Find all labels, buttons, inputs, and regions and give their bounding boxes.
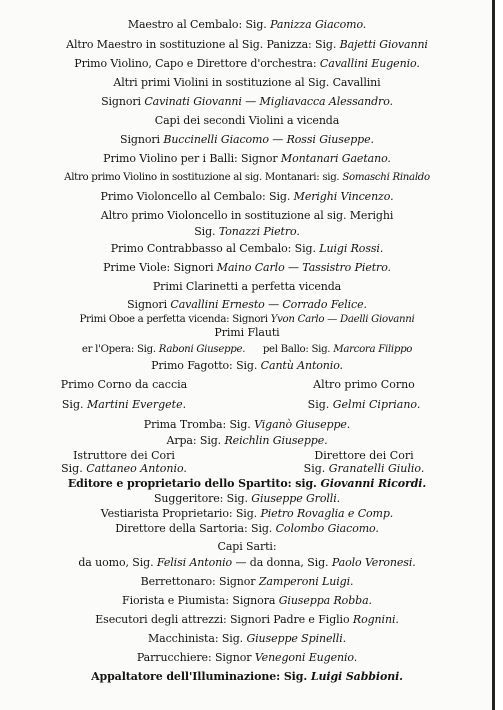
credit-line-signori-clarinetti: Signori Cavallini Ernesto — Corrado Felice. xyxy=(127,298,367,311)
credit-line-suggeritore: Suggeritore: Sig. Giuseppe Grolli. xyxy=(153,492,341,505)
credit-line-tromba: Prima Tromba: Sig. Viganò Giuseppe. xyxy=(143,418,351,431)
credit-line-altri-violini: Altri primi Violini in sostituzione al Sig. Cavallini xyxy=(113,76,381,89)
credit-line-clarinetti: Primi Clarinetti a perfetta vicenda xyxy=(152,280,342,293)
credit-line-altro-violoncello: Altro primo Violoncello in sostituzione al sig. Merighi xyxy=(100,209,394,222)
credit-line-vestiarista: Vestiarista Proprietario: Sig. Pietro Rovaglia e Comp. xyxy=(100,507,394,520)
credit-line-cembalo: Maestro al Cembalo: Sig. Panizza Giacomo. xyxy=(127,18,367,31)
credit-line-violino-balli: Primo Violino per i Balli: Signor Montanari Gaetano. xyxy=(103,152,391,165)
credit-line-primo-violino: Primo Violino, Capo e Direttore d'orchestra: Cavallini Eugenio. xyxy=(74,57,420,70)
credit-line-editore: Editore e proprietario dello Spartito: sig. Giovanni Ricordi. xyxy=(67,477,427,490)
credit-line-tonazzi: Sig. Tonazzi Pietro. xyxy=(194,225,300,238)
credit-line-macchinista: Macchinista: Sig. Giuseppe Spinelli. xyxy=(147,632,347,645)
credit-line-capi-sarti: Capi Sarti: xyxy=(217,540,277,553)
credit-line-fagotto: Primo Fagotto: Sig. Cantù Antonio. xyxy=(151,359,343,372)
credit-line-contrabbasso: Primo Contrabbasso al Cembalo: Sig. Luigi Rossi. xyxy=(110,242,384,255)
credit-line-fiorista: Fiorista e Piumista: Signora Giuseppa Robba. xyxy=(122,594,372,607)
credit-line-signori-secondi: Signori Buccinelli Giacomo — Rossi Giuseppe. xyxy=(120,133,374,146)
credit-line-sartoria: Direttore della Sartoria: Sig. Colombo Giacomo. xyxy=(115,522,379,535)
credit-line-arpa: Arpa: Sig. Reichlin Giuseppe. xyxy=(166,434,328,447)
credit-line-altro-maestro: Altro Maestro in sostituzione al Sig. Panizza: Sig. Bajetti Giovanni xyxy=(66,38,428,51)
credit-line-oboe: Primi Oboe a perfetta vicenda: Signori Yvon Carlo — Daelli Giovanni xyxy=(79,314,415,325)
credit-line-parrucchiere: Parrucchiere: Signor Venegoni Eugenio. xyxy=(136,651,358,664)
credit-line-viole: Prime Viole: Signori Maino Carlo — Tassistro Pietro. xyxy=(103,261,391,274)
credit-line-signori-violini: Signori Cavinati Giovanni — Migliavacca Alessandro. xyxy=(101,95,393,108)
credit-line-berrettonaro: Berrettonaro: Signor Zamperoni Luigi. xyxy=(140,575,354,588)
credit-line-violoncello: Primo Violoncello al Cembalo: Sig. Merighi Vincenzo. xyxy=(100,190,394,203)
credit-line-flauti-names: er l'Opera: Sig. Raboni Giuseppe. pel Ballo: Sig. Marcora Filippo xyxy=(81,344,413,355)
libretto-page: Maestro al Cembalo: Sig. Panizza Giacomo. Altro Maestro in sostituzione al Sig. Panizza: Sig. Bajetti Giovanni Primo Violino, Capo e Direttore d'orchestra: Cavallini Eugenio. Altri primi Violini in sostituzione al Sig. Cavallini Signori Cavinati Giovanni — Migliavacca Alessandro. Capi dei secondi Violini a vicenda Signori Buccinelli Giacomo — Rossi Giuseppe. Primo Violino per i Balli: Signor Montanari Gaetano. Altro primo Violino in sostituzione al sig. Montanari: sig. Somaschi Rinaldo Primo Violoncello al Cembalo: Sig. Merighi Vincenzo. Altro primo Violoncello in sostituzione al sig. Merighi Sig. Tonazzi Pietro. Primo Contrabbasso al Cembalo: Sig. Luigi Rossi. Prime Viole: Signori Maino Carlo — Tassistro Pietro. Primi Clarinetti a perfetta vicenda Signori Cavallini Ernesto — Corrado Felice. Primi Oboe a perfetta vicenda: Signori Yvon Carlo — Daelli Giovanni Primi Flauti er l'Opera: Sig. Raboni Giuseppe. pel Ballo: Sig. Marcora Filippo Primo Fagotto: Sig. Cantù Antonio. Primo Corno da caccia Altro primo Corno Sig. Martini Evergete. Sig. Gelmi Cipriano. Prima Tromba: Sig. Viganò Giuseppe. Arpa: Sig. Reichlin Giuseppe. Istruttore dei Cori Direttore dei Cori Sig. Cattaneo Antonio. Sig. Granatelli Giulio. Editore e proprietario dello Spartito: sig. Giovanni Ricordi. Suggeritore: Sig. Giuseppe Grolli. Vestiarista Proprietario: Sig. Pietro Rovaglia e Comp. Direttore della Sartoria: Sig. Colombo Giacomo. Capi Sarti: da uomo, Sig. Felisi Antonio — da donna, Sig. Paolo Veronesi. Berrettonaro: Signor Zamperoni Luigi. Fiorista e Piumista: Signora Giuseppa Robba. Esecutori degli attrezzi: Signori Padre e Figlio Rognini. Macchinista: Sig. Giuseppe Spinelli. Parrucchiere: Signor Venegoni Eugenio. Appaltatore dell'Illuminazione: Sig. Luigi Sabbioni. xyxy=(0,0,495,710)
credit-line-illuminazione: Appaltatore dell'Illuminazione: Sig. Luigi Sabbioni. xyxy=(91,670,403,683)
credit-line-capi-secondi: Capi dei secondi Violini a vicenda xyxy=(154,114,340,127)
credit-line-sarti-names: da uomo, Sig. Felisi Antonio — da donna, Sig. Paolo Veronesi. xyxy=(78,556,416,569)
credit-line-altro-violino-balli: Altro primo Violino in sostituzione al sig. Montanari: sig. Somaschi Rinaldo xyxy=(64,172,430,183)
credit-line-attrezzi: Esecutori degli attrezzi: Signori Padre e Figlio Rognini. xyxy=(95,613,399,626)
credit-line-flauti: Primi Flauti xyxy=(214,326,280,339)
